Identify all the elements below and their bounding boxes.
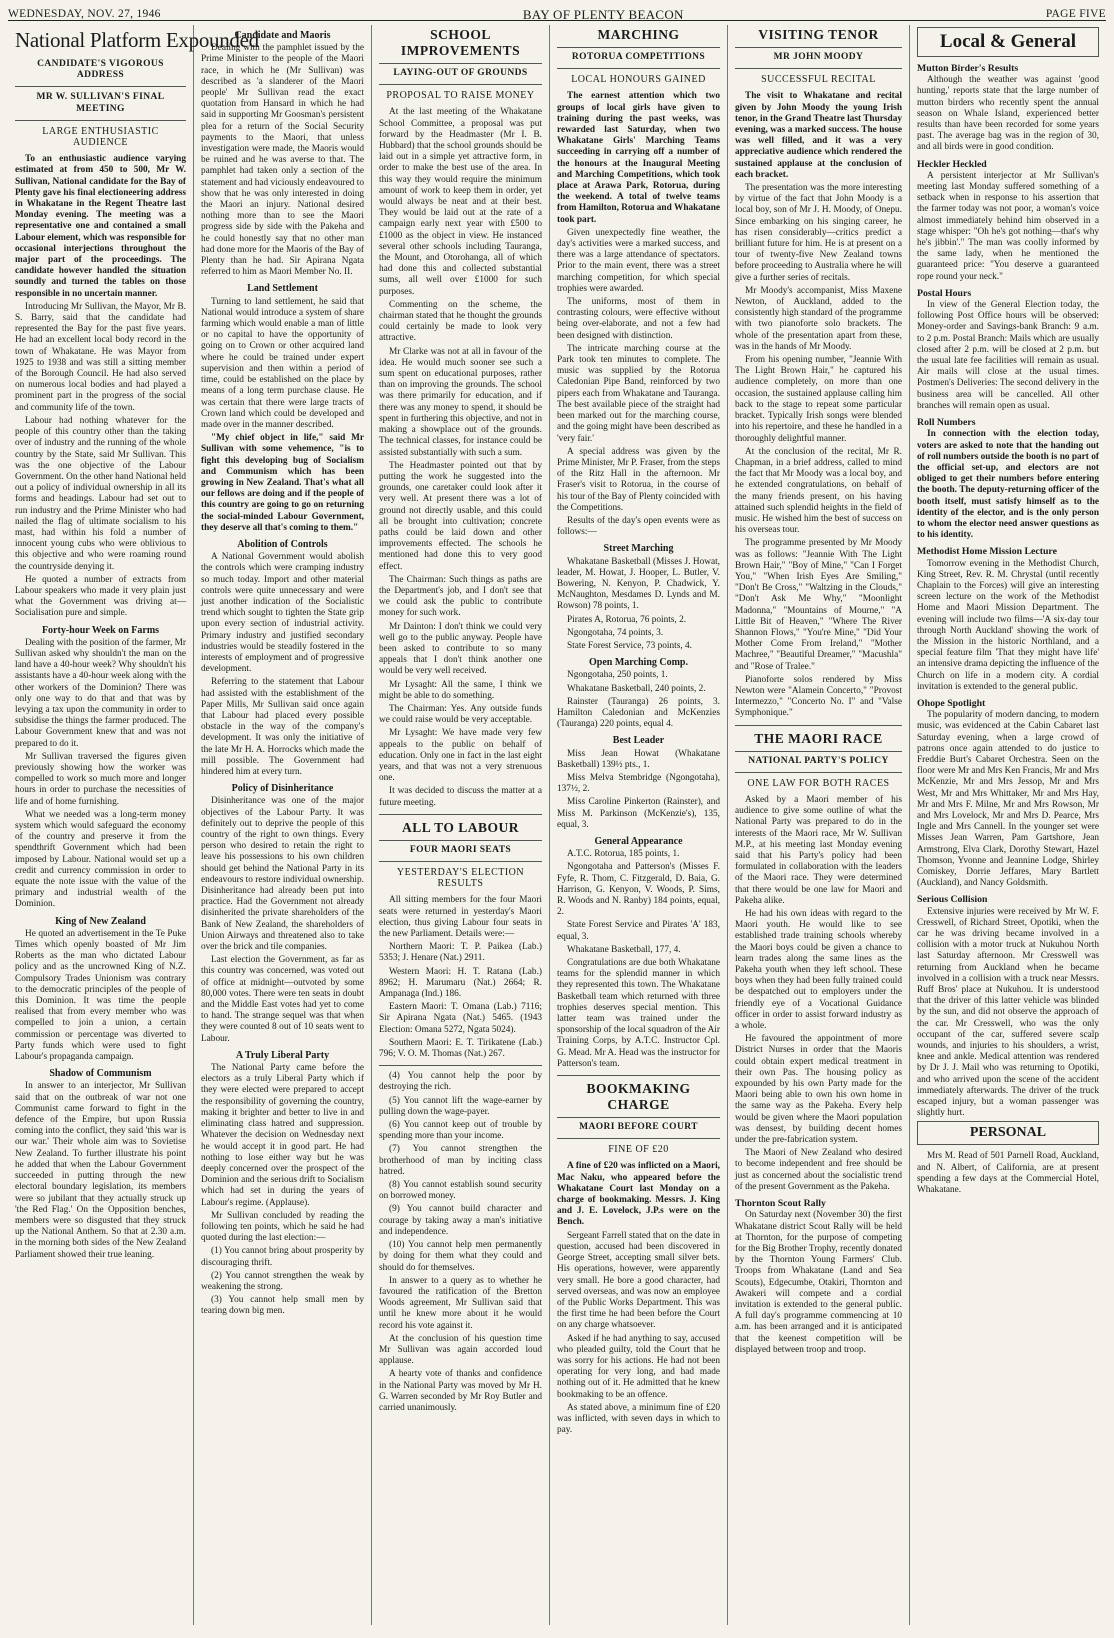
subheading: Best Leader — [612, 735, 665, 747]
deck: LARGE ENTHUSIASTIC AUDIENCE — [42, 125, 159, 149]
paragraph: Eastern Maori: T. Omana (Lab.) 7116; Sir Apirana Ngata (Nat.) 5465. (1943 Election: Omana 5272, Ngata 5024). — [379, 1002, 542, 1035]
lead-paragraph: The visit to Whakatane and recital given by John Moody the young Irish tenor, in the Grand Theatre last Thursday evening, was a marked success. The house was well filled, and it was a very appreciative audience which rendered the sustained applause at the conclusion of each bracket. — [735, 91, 902, 180]
deck: LAYING-OUT OF GROUNDS — [393, 68, 528, 78]
column-5 — [728, 25, 910, 1625]
subheading: Mutton Birder's Results — [917, 63, 1019, 74]
deck: MR JOHN MOODY — [773, 52, 864, 62]
paragraph: A special address was given by the Prime Minister, Mr P. Fraser, from the steps of the Ritz Hall in the afternoon. Mr Fraser's visit to Rotorua, in the course of his tour of the Bay of Plenty coincided with the Competitions. — [557, 446, 720, 513]
paragraph: Ngongotaha, 74 points, 3. — [567, 627, 664, 638]
headline-school-improvements: SCHOOL IMPROVEMENTS — [379, 27, 542, 64]
paragraph: (1) You cannot bring about prosperity by discouraging thrift. — [201, 1246, 364, 1268]
paragraph: At the conclusion of his question time Mr Sullivan was again accorded loud applause. — [379, 1333, 542, 1367]
paragraph: State Forest Service, 73 points, 4. — [567, 640, 692, 651]
headline-visiting-tenor: VISITING TENOR — [735, 27, 902, 48]
paragraph: Labour had nothing whatever for the people of this country other than the taking over of industry and the running of the whole country by the State, said Mr Sullivan. This was the one objective of the Labour Government. On the other hand National held out a policy of individual ownership in all its forms and headings. Labour had set out to run industry and the Prime Minister who had nailed the flag of ultimate socialism to his mast, had within his fold a number of innocent young cubs who were oblivious to this objective and who were roaming round the countryside denying it. — [15, 415, 186, 572]
paragraph: Whakatane Basketball, 177, 4. — [567, 944, 681, 955]
subheading: Street Marching — [603, 543, 674, 555]
paragraph: Miss Caroline Pinkerton (Rainster), and Miss M. Parkinson (McKenzie's), 135, equal, 3. — [557, 797, 720, 830]
paragraph: At the last meeting of the Whakatane School Committee, a proposal was put forward by the Headmaster (Mr I. B. Hubbard) that the school grounds should be laid out in a simple yet attractive form, in order to make the best use of the area. In this way they would require the minimum amount of work to keep them in order, yet would always be neat and at their best. They would be laid out at the rate of a campaign early next year with £500 to £1000 as the object in view. He instanced several other schools including Tauranga, the Mount, and Otorohanga, all of which had done this and collected substantial sums, all well over £1000 for such purposes. — [379, 107, 542, 297]
paragraph: Results of the day's open events were as follows:— — [557, 515, 720, 538]
paragraph: Sergeant Farrell stated that on the date in question, accused had been discovered in George Street, accepting small silver bets. His operations, however, were apparently very small. He bore a good character, had served overseas, and was now an employee of the Public Works Department. This was the first time he had been before the Court on any charge whatsoever. — [557, 1230, 720, 1331]
column-4 — [550, 25, 728, 1625]
deck: CANDIDATE'S VIGOROUS ADDRESS — [37, 59, 164, 81]
divider — [557, 1075, 720, 1076]
paragraph: Ngongotaha, 250 points, 1. — [567, 670, 668, 681]
paragraph: He quoted a number of extracts from Labour speakers who made it very plain just what the Government was driving at—Socialisation pure and simple. — [15, 574, 186, 619]
paragraph: He had his own ideas with regard to the Maori youth. He would like to see established trade training schools whereby the Maori boys could be given a chance to learn trades along the same lines as the Pakeha youth when they left school. These boys when they had been fully trained could be despatched out to employers under the friendly eye of a Vocational Guidance officer in order to assist forward industry as a whole. — [735, 909, 902, 1032]
subheading: Thornton Scout Rally — [735, 1198, 826, 1210]
paragraph: (2) You cannot strengthen the weak by weakening the strong. — [201, 1270, 364, 1292]
page-number: PAGE FIVE — [1045, 7, 1106, 20]
subheading: Abolition of Controls — [237, 538, 328, 550]
paragraph: (9) You cannot build character and courage by taking away a man's initiative and independence. — [379, 1204, 542, 1237]
paragraph: Introducing Mr Sullivan, the Mayor, Mr B. S. Barry, said that the candidate had represented the Bay for the past five years. He had an excellent local body record in the town of Whakatane. He was Mayor from 1925 to 1938 and was still a sitting member of the Borough Council. He had also served on numerous local bodies and had played a prominent part in the progress of the social and community life of the town. — [15, 301, 186, 413]
subheading: Serious Collision — [917, 894, 988, 906]
paragraph: (6) You cannot keep out of trouble by spending more than your income. — [379, 1120, 542, 1142]
headline-maori-race: THE MAORI RACE — [735, 731, 902, 752]
paragraph: Asked by a Maori member of his audience to give some outline of what the National Party was prepared to do in the interests of the Maori race, Mr W. Sullivan M.P., at his meeting last Monday evening said that his Party's policy had been formulated in collaboration with the leaders of the Maori race. They were determined that there would be one law for Maori and Pakeha alike. — [735, 794, 902, 906]
paragraph: Mr Sullivan concluded by reading the following ten points, which he said he had quoted during the last election:— — [201, 1210, 364, 1244]
subheading: Roll Numbers — [917, 417, 976, 429]
deck: FINE OF £20 — [608, 1144, 669, 1156]
headline-personal: PERSONAL — [917, 1121, 1099, 1145]
paragraph: At the conclusion of the recital, Mr R. Chapman, in a brief address, called to mind the fact that Mr Moody was a local boy, and he extended congratulations, on behalf of the many friends present, on his having attained such splendid heights in the field of music. He wished him the best of success on his overseas tour. — [735, 446, 902, 536]
subheading: Land Settlement — [247, 283, 318, 295]
paragraph: Commenting on the scheme, the chairman stated that he thought the grounds could certainly be made to look very attractive. — [379, 299, 542, 344]
paragraph: Rainster (Tauranga) 26 points, 3. Hamilton Caledonian and McKenzies (Tauranga) 220 points, equal 4. — [557, 696, 720, 730]
paragraph: Western Maori: H. T. Ratana (Lab.) 8962; H. Marumaru (Nat.) 2664; R. Ampanaga (Ind.) 186. — [379, 966, 542, 1000]
paragraph: Pianoforte solos rendered by Miss Newton were "Alamein Concerto," "Provost Intermezzo," "Concerto No. I" and "Valse Symphonique." — [735, 674, 902, 719]
paragraph: The programme presented by Mr Moody was as follows: "Jeannie With The Light Brown Hair," "Boy of Mine," "Can I Forget You," "When Irish Eyes Are Smiling," "Don't Be Cross," "Waltzing in the Clouds," "Don't Ask Me Why," "Moonlight Madonna," "Mountains of Mourne," "A Little Bit of Heaven," "Where The River Shannon Flows," "You're Mine," "Did Your Mother Come From Ireland," "Mother Machree," "Beautiful Dreamer," "Macushla" and "Rose of Tralee." — [735, 538, 902, 672]
paragraph: The National Party came before the electors as a truly Liberal Party which if they were elected were prepared to accept the responsibility of governing the country, making it brighter and better to live in and eliminating class hatred and suppression. Whatever the decision on Wednesday next he would accept it in good part. He had nothing to lose either way but he was deeply concerned over the prospect of the Dominion and the serious drift to Socialism which had set in during the years of Labour's regime. (Applause). — [201, 1063, 364, 1208]
paragraph: Dealing with the position of the farmer, Mr Sullivan asked why shouldn't the man on the land have a 40-hour week? Why shouldn't his assistants have a 40-hour week along with the other workers of the Dominion? There was only one way to do that and that was by levying a tax upon the community in order to subsidise the things the farmer produced. The Labour Government knew that and was not prepared to do it. — [15, 637, 186, 749]
paragraph: The Chairman: Such things as paths are the Department's job, and I don't see that we could ask the public to contribute money for such work. — [379, 574, 542, 619]
lead-paragraph: The earnest attention which two groups of local girls have given to training during the past weeks, was rewarded last Saturday, when two Whakatane Girls' Marching Teams succeeding in carrying off a number of the honours at the Inaugural Meeting and Marching Competitions, which took place at Arawa Park, Rotorua, during the weekend. A total of twelve teams from Hamilton, Rotorua and Whakatane took part. — [557, 91, 720, 225]
paragraph: Mr Clarke was not at all in favour of the idea. He would much sooner see such a sum spent on educational purposes, rather than on improving the grounds. The school was there primarily for education, and if there was any money to spend, it should be spent in furthering this objective, and not in making a showplace out of the grounds. The technical classes, for instance could be assisted substantially with such a sum. — [379, 346, 542, 458]
paragraph: Extensive injuries were received by Mr W. F. Cresswell, of Richard Street, Opotiki, when the car he was driving became involved in a collision with a motor truck at Nukuhou North last Saturday afternoon. Mr Cresswell was returning from Auckland when he became involved in a collision with a truck near Messrs. Ruff Bros' place at Nukuhou. It is understood that the driver of this latter vehicle was blinded by the sun, and did not observe the approach of the car. Mr Cresswell, who was the only occupant of the car, suffered severe scalp wounds, and injuries to his shoulders, a wrist, knee and ankle. Medical attention was rendered by Dr J. J. Mail who was returning to Opotiki, and who arrived upon the scene of the accident immediately afterwards. The driver of the truck escaped injury, but a woman passenger was slightly hurt. — [917, 906, 1099, 1119]
paragraph: Congratulations are due both Whakatane teams for the splendid manner in which they represented this town. The Whakatane Basketball team which returned with three trophies deserves special mention. This latter team was trained under the sponsorship of the local squadron of the Air Training Corps, by A.T.C. Instructor Cpl. G. Mead. Mr A. Head was the instructor for Patterson's team. — [557, 958, 720, 1069]
lead-paragraph: A fine of £20 was inflicted on a Maori, Mac Naku, who appeared before the Whakatane Court last Monday on a charge of bookmaking. Messrs. J. King and J. E. Lovelock, J.P.s were on the Bench. — [557, 1161, 720, 1228]
bold-quote: "My chief object in life," said Mr Sullivan with some vehemence, "is to fight this developing bug of Socialism and Communism which has been growing in New Zealand. That's what all our fellows are doing and if the people of this country are going to go on returning the social-minded Labour Government, they deserve all that's coming to them." — [201, 433, 364, 533]
headline-marching: MARCHING — [557, 27, 720, 48]
paragraph: Mr Sullivan traversed the figures given previously showing how the worker was compelled to work so much more and longer hours in order to purchase the necessities of life and of home furnishing. — [15, 751, 186, 807]
paragraph: Given unexpectedly fine weather, the day's activities were a marked success, and there was a large attendance of spectators. Prior to the main event, there was a street marching competition, for which special trophies were awarded. — [557, 227, 720, 294]
paragraph: Whakatane Basketball, 240 points, 2. — [567, 683, 706, 694]
paragraph: The popularity of modern dancing, to modern music, was evidenced at the Cabin Cabaret last Saturday evening, when a large crowd of patrons once again attended to do justice to Freddie Burt's Cabaret Orchestra. Seen on the floor were Mr and Mrs Ken Francis, Mr and Mrs McKenzie, Mr and Mrs Jessop, Mr and Mrs West, Mr and Mrs Whittaker, Mr and Mrs Hay, Mr and Mrs F. Milne, Mr and Mrs Rowson, Mr and Mrs Lovelock, Mr and Mrs D. Pearce, Mrs Ingle and Mrs Cannell. In the younger set were Misses Jean Warren, Pam Gartshore, Jean Armstrong, Elva Clark, Dorothy Stewart, Hazel Thomson, Yvonne and Jeannine Lodge, Shirley Comiskey, Dorrie Jeffares, Mary Bartlett (Auckland), and Nancy Goldsmith. — [917, 710, 1099, 889]
paragraph: (7) You cannot strengthen the brotherhood of man by inciting class hatred. — [379, 1144, 542, 1177]
paragraph: Pirates A, Rotorua, 76 points, 2. — [567, 614, 687, 625]
paragraph: He quoted an advertisement in the Te Puke Times which openly boasted of Mr Jim Roberts as the man who dictated Labour policy and as the uncrowned King of N.Z. Compulsory Trades Unionism was contrary to the democratic principles of the people of this Dominion. It was time the people realised that from every member who was compelled to join a union, a certain commission or percentage was diverted to Party funds which were used to fight Labour's propaganda campaign. — [15, 928, 186, 1063]
column-2 — [194, 25, 372, 1625]
deck: PROPOSAL TO RAISE MONEY — [386, 90, 535, 102]
headline-all-to-labour: ALL TO LABOUR — [379, 820, 542, 841]
paragraph: Disinheritance was one of the major objectives of the Labour Party. It was definitely out to deprive the people of this country of the right to own things. Every person who desired to retain the right to leave his possessions to his own children should get behind the National Party in its endeavours to restore individual ownership. Disinheritance had already been put into practice. Had the Government not already disinherited the private shareholders of the Bank of New Zealand, the shareholders of Union Airways and threatened also to take over the brick and tile companies. — [201, 796, 364, 953]
paragraph: A.T.C. Rotorua, 185 points, 1. — [567, 849, 680, 860]
paragraph: It was decided to discuss the matter at a future meeting. — [379, 786, 542, 808]
paragraph: Ngongotaha and Patterson's (Misses F. Fyfe, R. Thom, C. Fitzgerald, D. Baia, G. Harrison, G. Kenyon, V. Woods, P. Sims, R. Woods and N. Ranby) 184 points, equal, 2. — [557, 862, 720, 918]
paragraph: (3) You cannot help small men by tearing down big men. — [201, 1295, 364, 1317]
subheading: Shadow of Communism — [49, 1068, 152, 1080]
divider — [735, 772, 902, 773]
subheading: A Truly Liberal Party — [235, 1049, 330, 1061]
paragraph: On Saturday next (November 30) the first Whakatane district Scout Rally will be held at Thornton, for the purpose of competing for the Big Brother Trophy, recently donated by the Thornton Young Farmers' Club. Troops from Whakatane (Land and Sea Scouts), Edgecumbe, Otakiri, Thornton and Awakeri will compete and a cordial invitation is extended to the general public. A full day's programme commencing at 10 a.m. has been arranged and it is anticipated that the keenest competition will be displayed between troop and troop. — [735, 1210, 902, 1355]
subheading: Postal Hours — [917, 287, 972, 299]
paragraph: (5) You cannot lift the wage-earner by pulling down the wage-payer. — [379, 1095, 542, 1117]
divider — [379, 1065, 542, 1066]
paragraph: In answer to an interjector, Mr Sullivan said that on the outbreak of war not one Communist came forward to fight in the defence of the Empire, but upon Russia coming into the conflict, they said 'this war is our war.' Their whole aim was to Sovietise New Zealand. To further illustrate his point he added that when the Labour Government succeeded in putting through the new electoral boundary legislation, its members were so jubilant that they actually struck up 'the Red Flag.' On the Opposition benches, members were so disgusted that they struck up the National Anthem. So that at 2.30 a.m. in the morning both sides of the New Zealand Parliament showed their true leaning. — [15, 1081, 186, 1260]
subheading: Open Marching Comp. — [589, 657, 688, 669]
deck: SUCCESSFUL RECITAL — [761, 74, 876, 86]
divider — [557, 68, 720, 69]
deck: FOUR MAORI SEATS — [409, 844, 512, 855]
paragraph: All sitting members for the four Maori seats were returned in yesterday's Maori election, thus giving Labour four seats in the new Parliament. Details were:— — [379, 895, 542, 940]
paragraph: Northern Maori: T. P. Paikea (Lab.) 5353; J. Henare (Nat.) 2911. — [379, 942, 542, 964]
divider — [15, 120, 186, 121]
paragraph: He favoured the appointment of more District Nurses in order that the Maoris could obtain expert medical treatment in their own Pas. The housing policy as expounded by his own Party made for the Maori being able to own his own home in the same way as the Pakeha. Every help would be given where the Maori population was densest, by building decent homes under the pre-fabrication system. — [735, 1034, 902, 1146]
paragraph: What we needed was a long-term money system which would safeguard the economy of the country and preserve it from the spendthrift Government which had been imposed by Labour. National would set up a credit and currency commission in order to equate the note issue with the value of the primary and industrial wealth of the Dominion. — [15, 809, 186, 910]
deck: MAORI BEFORE COURT — [579, 1122, 698, 1133]
headline-local-general: Local & General — [917, 27, 1099, 57]
column-3 — [372, 25, 550, 1625]
paragraph: Southern Maori: E. T. Tirikatene (Lab.) 796; V. O. M. Thomas (Nat.) 267. — [379, 1037, 542, 1060]
divider — [557, 1138, 720, 1139]
paragraph: Mr Dainton: I don't think we could very well go to the public anyway. People have been asked to contribute to so many appeals that I don't think another one would be very well received. — [379, 621, 542, 677]
paragraph: Last election the Government, as far as this country was concerned, was voted out of office at midnight—outvoted by some 80,000 votes. There were ten seats in doubt and the Middle East votes had yet to come to hand. The strange sequel was that when they were counted 8 out of 10 seats went to Labour. — [201, 955, 364, 1044]
headline-bookmaking-charge: BOOKMAKING CHARGE — [557, 1081, 720, 1118]
paragraph: Whakatane Basketball (Misses J. Howat, leader, M. Howat, J. Hooper, L. Butler, V. Bowering, N. Kenyon, P. Chadwick, Y. McNaughton, Mesdames D. Lynds and M. Rowson) 78 points, 1. — [557, 556, 720, 612]
paragraph: State Forest Service and Pirates 'A' 183, equal, 3. — [557, 920, 720, 942]
divider — [735, 68, 902, 69]
paragraph: Mr Lysaght: All the same, I think we might be able to do something. — [379, 679, 542, 701]
headline-national-platform: National Platform Expounded — [15, 28, 259, 52]
paragraph: The Chairman: Yes. Any outside funds we could raise would be very acceptable. — [379, 703, 542, 726]
deck: NATIONAL PARTY'S POLICY — [748, 755, 889, 766]
divider — [15, 86, 186, 87]
paragraph: Mrs M. Read of 501 Parnell Road, Auckland, and N. Albert, of California, are at present spending a few days at the Commercial Hotel, Whakatane. — [917, 1151, 1099, 1196]
paragraph: As stated above, a minimum fine of £20 was inflicted, with seven days in which to pay. — [557, 1402, 720, 1436]
deck: ONE LAW FOR BOTH RACES — [747, 777, 890, 789]
subheading: Methodist Home Mission Lecture — [917, 546, 1057, 558]
paragraph: (10) You cannot help men permanently by doing for them what they could and should do for themselves. — [379, 1240, 542, 1273]
paragraph: A National Government would abolish the controls which were cramping industry so much today. Import and other material controls were quite unnecessary and were just another indication of the Socialistic trend which sought to tighten the State grip upon every section of industrial activity. Primary industry and justified secondary industries would be steadily fostered in the interests of employment and of progressive development. — [201, 552, 364, 675]
divider — [379, 84, 542, 85]
paragraph: A hearty vote of thanks and confidence in the National Party was moved by Mr H. G. Warren seconded by Mr Roy Butler and carried unanimously. — [379, 1369, 542, 1413]
divider — [735, 725, 902, 726]
subheading: General Appearance — [594, 836, 683, 847]
deck: YESTERDAY'S ELECTION RESULTS — [396, 867, 525, 890]
newspaper-name: BAY OF PLENTY BEACON — [522, 6, 684, 22]
paragraph: In view of the General Election today, the following Post Office hours will be observed: Money-order and Savings-bank Branch: 9 a.m. to 2 p.m. Postal Branch: Mails which are usually closed after 2 p.m. will be closed at 2 p.m. but the usual late fee facilities will remain as usual. Air mails will close at the usual times. Postmen's Deliveries: The second delivery in the business area will be cancelled. All other branches will remain open as usual. — [917, 300, 1099, 411]
paragraph: In answer to a query as to whether he favoured the ratification of the Bretton Woods agreement, Mr Sullivan said that until he knew more about it he would record his vote against it. — [379, 1275, 542, 1331]
paragraph: Turning to land settlement, he said that National would introduce a system of share farming which would enable a man of little or no capital to have the opportunity of going on to Crown or other acquired land where he could be trained under expert supervision and then within a period of time, could be established on the place by means of a long term purchase clause. He was certain that there were large tracts of Crown land which could be developed and made over in the manner described. — [201, 296, 364, 430]
column-6 — [910, 25, 1106, 1625]
masthead — [8, 4, 1106, 21]
deck: LOCAL HONOURS GAINED — [571, 74, 706, 86]
deck: MR W. SULLIVAN'S FINAL MEETING — [36, 92, 165, 114]
paragraph: The Headmaster pointed out that by putting the work he suggested into the grounds, one caretaker could look after it very well. At present there was a lot of ground not directly usable, and this could all be brought into cultivation; concrete paths could be laid down and other improvements effected. The schools he mentioned had done this to very good effect. — [379, 460, 542, 572]
deck: ROTORUA COMPETITIONS — [571, 52, 706, 62]
subheading: Heckler Heckled — [917, 158, 987, 170]
column-1 — [8, 25, 259, 1625]
columns — [8, 25, 1106, 1625]
paragraph: Referring to the statement that Labour had assisted with the establishment of the Paper Mills, Mr Sullivan said once again that Labour had placed every possible obstacle in the way of the company's development. It was only the initiative of the late Mr H. A. Horrocks which made the mill possible. The Government had hindered him at every turn. — [201, 677, 364, 777]
paragraph: The presentation was the more interesting by virtue of the fact that John Moody is a local boy, son of Mr J. H. Moody, of Onepu. Since embarking on his singing career, he has risen considerably—critics predict a brilliant future for him. He is at present on a tour of twenty-five New Zealand towns before proceeding to Australia where he will give a further series of recitals. — [735, 183, 902, 283]
subheading: Ohope Spotlight — [917, 697, 986, 709]
paragraph: Although the weather was against 'good hunting,' reports state that the large number of mutton birders who recently spent the annual season on Whale Island, experienced better results than have been recorded for some years past. The average bag was in the region of 30, and all birds were in good condition. — [917, 75, 1099, 153]
divider — [379, 814, 542, 815]
paragraph: The Maori of New Zealand who desired to become independent and free should be just as concerned about the socialistic trend of the present Government as the Pakeha. — [735, 1148, 902, 1192]
subheading: Policy of Disinheritance — [231, 783, 334, 795]
paragraph: In connection with the election today, voters are asked to note that the handing out of roll numbers outside the booth is no part of the official set-up, and electors are not obliged to get their numbers before entering the booth. The deputy-returning officer of the booth itself, must satisfy himself as to the identity of the elector, and is the only person to whom the elector need answer questions as to his identity. — [917, 429, 1099, 541]
subheading: King of New Zealand — [55, 915, 146, 927]
subheading: Candidate and Maoris — [234, 30, 331, 41]
paragraph: A persistent interjector at Mr Sullivan's meeting last Monday suffered something of a setback when in response to his assertion that the farmer today was not poor, a woman's voice almost immediately behind him observed in a stage whisper: "Oh he's got nothing—that's why he's jibbin'." The man was coolly informed by the same lady, when he mentioned the guaranteed price: "You deserve a guaranteed rope round your neck." — [917, 170, 1099, 282]
paragraph: (4) You cannot help the poor by destroying the rich. — [379, 1071, 542, 1093]
paragraph: Mr Lysaght: We have made very few appeals to the public on behalf of education. Only one in fact in the last eight years, and that was not a very strenuous one. — [379, 728, 542, 784]
subheading: Forty-hour Week on Farms — [41, 624, 160, 636]
paragraph: Tomorrow evening in the Methodist Church, King Street, Rev. R. M. Chrystal (until recently Chaplain to the Forces) will give an interesting screen lecture on the work of the Methodist Home and Maori Mission Department. The evening will include two films—'A six-day tour through North Auckland' showing the work of the Mission in the historic Northland, and a special feature film 'That they might have life' an intensive drama depicting the influence of the Church on life in a modern city. A cordial invitation is extended to the general public. — [917, 558, 1099, 692]
paragraph: Miss Jean Howat (Whakatane Basketball) 139½ pts., 1. — [557, 748, 720, 770]
paragraph: The intricate marching course at the Park took ten minutes to complete. The music was supplied by the Rotorua Caledonian Pipe Band, reinforced by two pipers each from Whakatane and Tauranga. The best available piece of the straight had been marked out for the marching course, and the going might have been described as 'very fair.' — [557, 343, 720, 444]
paragraph: Mr Moody's accompanist, Miss Maxene Newton, of Auckland, added to the consistently high standard of the programme with two pianoforte solo brackets. The whole of the presentation apart from these, was in the hands of Mr Moody. — [735, 285, 902, 352]
paragraph: From his opening number, "Jeannie With The Light Brown Hair," he captured his audience completely, on more than one occasion, the sustained applause calling him back to the stage to repeat some particular bracket. Typically Irish songs were blended into his repertoire, and these he handled in a thoroughly delightful manner. — [735, 355, 902, 444]
issue-date: WEDNESDAY, NOV. 27, 1946 — [8, 7, 161, 20]
paragraph: Asked if he had anything to say, accused who pleaded guilty, told the Court that he was sorry for his actions. He had not been operating for very long, and had made nothing out of it. He admitted that he knew bookmaking to be an offence. — [557, 1333, 720, 1400]
paragraph: (8) You cannot establish sound security on borrowed money. — [379, 1180, 542, 1202]
newspaper-page — [8, 4, 1106, 1630]
paragraph: Dealing with the pamphlet issued by the Prime Minister to the people of the Maori race, in which he (Mr Sullivan) was described as 'a slanderer of the Maori people' Mr Sullivan read the exact quotation from Hansard in which he had said in supporting Mr Goosman's persistent plea for a return of the Social Security payments to the Maori, that unless investigation were made, the Maoris would be ruined and he was averse to that. The pamphlet had taken only a section of the statement and had viciously endeavoured to show that he was only interested in doing the Maori an injury. National desired nothing more than to see the Maori progress side by side with the Pakeha and he could honestly say that no other man had done more for the Maoris of the Bay of Plenty than he had. Sir Apirana Ngata referred to him as Maori Member No. II. — [201, 43, 364, 278]
paragraph: The uniforms, most of them in contrasting colours, were effective without being over-elaborate, and not a few had been designed with distinction. — [557, 297, 720, 341]
divider — [379, 861, 542, 862]
lead-paragraph: To an enthusiastic audience varying estimated at from 450 to 500, Mr W. Sullivan, National candidate for the Bay of Plenty gave his final electioneering address in Whakatane in the Regent Theatre last Monday evening. The meeting was a representative one and contained a small Labour element, which was responsible for occasional interjections throughout the major part of the proceedings. The candidate however handled the situation soundly and turned the tables on those responsible in no uncertain manner. — [15, 154, 186, 299]
paragraph: Miss Melva Stembridge (Ngongotaha), 137½, 2. — [557, 772, 720, 795]
